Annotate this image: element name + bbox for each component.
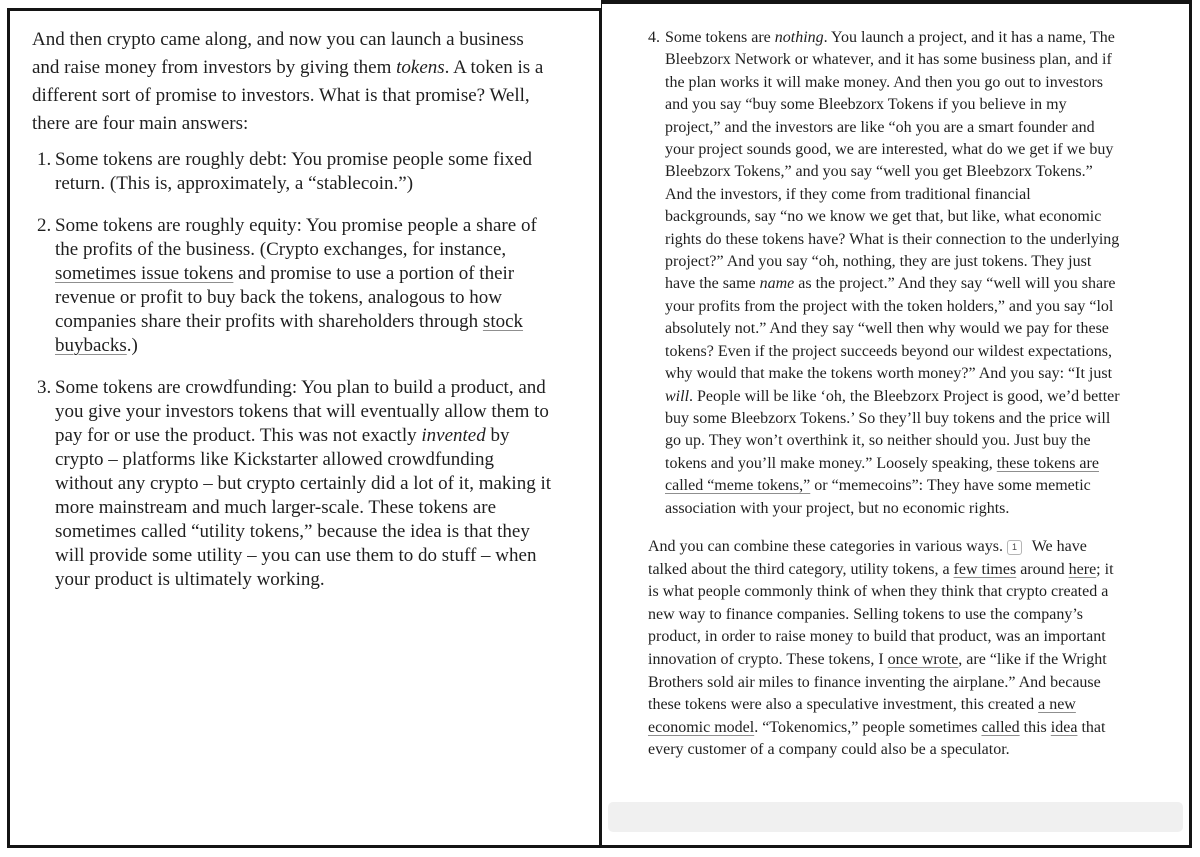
right-panel-content (648, 27, 1120, 762)
text-run: . “Tokenomics,” people sometimes (754, 718, 982, 736)
italic-text: invented (421, 425, 486, 446)
text-run: or “memecoins”: They have some memetic association with your project, but no economic rights. (665, 477, 1091, 517)
inline-link[interactable]: few times (953, 560, 1017, 578)
text-run: by crypto – platforms like Kickstarter allowed crowdfunding without any crypto – but crypto certainly did a lot of it, making it more mainstream and much larger-scale. These tokens are sometimes called “utility tokens,” because the idea is that they will provide some utility – you can use them to do stuff – when your product is ultimately working. (55, 425, 552, 590)
list-item-3 (32, 376, 554, 592)
list-item-number: 3. (37, 377, 52, 398)
closing-paragraph (648, 536, 1120, 762)
token-type-list-right (648, 27, 1120, 520)
inline-link[interactable]: called (981, 718, 1020, 736)
intro-paragraph (32, 26, 554, 138)
list-item-text (665, 29, 1120, 517)
inline-link[interactable]: these tokens are called “meme tokens,” (665, 454, 1099, 495)
text-run: Some tokens are crowdfunding: You plan to build a product, and you give your investors tokens that will eventually allow them to pay for or use the product. This was not exactly (55, 377, 549, 446)
text-run: .) (126, 335, 138, 356)
list-item-4 (648, 27, 1120, 520)
footnote-marker-1[interactable]: 1 (1007, 540, 1022, 555)
text-run: Some tokens are roughly equity: You promise people a share of the profits of the business. (Crypto exchanges, for instance, (55, 215, 537, 260)
inline-link[interactable]: idea (1050, 718, 1078, 736)
highlight-band (608, 802, 1183, 832)
text-run: . You launch a project, and it has a name, The Bleebzorx Network or whatever, and it has some business plan, and if the plan works it will make money. And then you go out to investors and you say “buy some Bleebzorx Tokens if you believe in my project,” and the investors are like “oh you are a smart founder and your project sounds good, we are interested, what do we get if we buy Bleebzorx Tokens,” and you say “well you get Bleebzorx Tokens.” And the investors, if they come from traditional financial backgrounds, say “no we know we get that, but like, what economic rights do these tokens have? What is their connection to the underlying project?” And you say “oh, nothing, they are just tokens. They just have the same (665, 29, 1120, 293)
list-item-number: 4. (648, 29, 660, 46)
italic-text: name (759, 275, 795, 293)
text-run: . A token is a different sort of promise to investors. What is that promise? Well, there are four main answers: (32, 57, 544, 134)
text-run: as the project.” And they say “well will you share your profits from the project with the token holders,” and you say “lol absolutely not.” And they say “well then why would we pay for these tokens? Even if the project succeeds beyond our wildest expectations, why would that make the tokens worth money?” And you say: “It just (665, 275, 1116, 383)
italic-text: will (665, 387, 690, 405)
text-run: and promise to use a portion of their revenue or profit to buy back the tokens, analogous to how companies share their profits with shareholders through (55, 263, 515, 332)
inline-link[interactable]: sometimes issue tokens (55, 263, 234, 284)
text-run: ; it is what people commonly think of when they think that crypto created a new way to finance companies. Selling tokens to use the company’s product, in order to raise money to build that product, was an important innovation of crypto. These tokens, I (648, 560, 1114, 668)
list-item-2 (32, 214, 554, 358)
inline-link[interactable]: here (1068, 560, 1097, 578)
text-run: And you can combine these categories in various ways. (648, 537, 1004, 555)
text-run: around (1016, 560, 1069, 578)
text-run: this (1019, 718, 1051, 736)
italic-text: tokens (396, 57, 445, 78)
list-item-text (55, 149, 532, 194)
left-panel-content (32, 26, 554, 592)
inline-link[interactable]: once wrote (887, 650, 959, 668)
text-run: Some tokens are (665, 29, 775, 46)
text-run: And then crypto came along, and now you can launch a business and raise money from investors by giving them (32, 29, 524, 78)
list-item-1 (32, 148, 554, 196)
text-run: . People will be like ‘oh, the Bleebzorx Project is good, we’d better buy some Bleebzorx Tokens.’ So they’ll buy tokens and the price will go up. They won’t overthink it, so neither should you. Just buy the tokens and you’ll make money.” Loosely speaking, (665, 387, 1120, 472)
list-item-number: 1. (37, 149, 52, 170)
inline-link[interactable]: stock buybacks (55, 311, 524, 356)
list-item-number: 2. (37, 215, 52, 236)
right-text-panel (601, 0, 1192, 848)
inline-link[interactable]: a new economic model (648, 696, 1076, 736)
text-run: , are “like if the Wright Brothers sold air miles to finance inventing the airplane.” And because these tokens were also a speculative investment, this created (648, 650, 1107, 714)
left-text-panel (7, 8, 601, 848)
text-run: Some tokens are roughly debt: You promise people some fixed return. (This is, approximately, a “stablecoin.”) (55, 149, 533, 194)
list-item-text (55, 215, 537, 356)
list-item-text (55, 377, 551, 590)
text-run: that every customer of a company could also be a speculator. (648, 718, 1106, 759)
italic-text: nothing (774, 29, 824, 46)
text-run: We have talked about the third category, utility tokens, a (648, 537, 1087, 578)
token-type-list-left (32, 148, 554, 592)
